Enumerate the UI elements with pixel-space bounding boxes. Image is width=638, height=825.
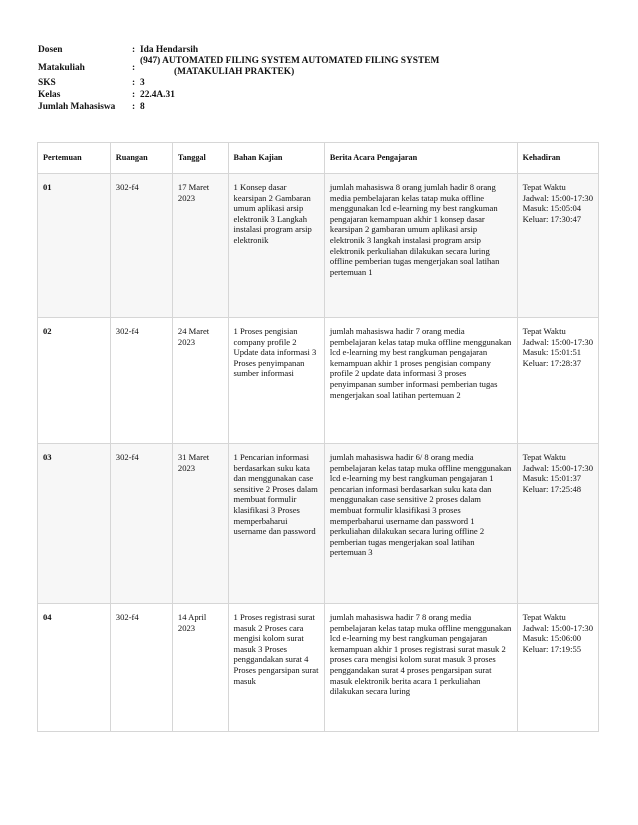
table-row: [38, 318, 599, 444]
meeting-cell: 04: [38, 604, 111, 732]
header-attendance: Kehadiran: [517, 143, 598, 174]
students-value: 8: [140, 102, 145, 113]
notes-cell: jumlah mahasiswa hadir 7 8 orang media pembelajaran kelas tatap muka offline menggunakan lcd e-learning my best rangkuman pengajaran kemampuan akhir 1 proses registrasi surat masuk 2 proses cara mengisi kolom surat masuk 3 proses penggandakan surat 4 proses pengarsipan surat masuk elektronik berita acara 1 perkuliahan dilakukan secara luring: [324, 604, 517, 732]
course-row: Matakuliah : (947) AUTOMATED FILING SYSTEM AUTOMATED FILING SYSTEM (MATAKULIAH PRAKTEK): [38, 56, 558, 77]
room-cell: 302-f4: [110, 174, 172, 318]
room-cell: 302-f4: [110, 604, 172, 732]
table-row: [38, 604, 599, 732]
course-header: [38, 44, 558, 113]
notes-cell: jumlah mahasiswa hadir 7 orang media pembelajaran kelas tatap muka offline menggunakan lcd e-learning my best rangkuman pengajaran kemampuan akhir 1 proses pengisian company profile 2 update data informasi 3 proses penyimpanan sumber informasi pemberian tugas mengerjakan soal latihan pertemuan 2: [324, 318, 517, 444]
attendance-cell: Tepat Waktu Jadwal: 15:00-17:30 Masuk: 15:01:51 Keluar: 17:28:37: [517, 318, 598, 444]
lecturer-label: Dosen: [38, 45, 63, 55]
class-value: 22.4A.31: [140, 90, 175, 101]
teaching-log-table: [37, 142, 599, 732]
lecturer-row: Dosen : Ida Hendarsih: [38, 44, 558, 56]
table-row: [38, 174, 599, 318]
attendance-cell: Tepat Waktu Jadwal: 15:00-17:30 Masuk: 15:05:04 Keluar: 17:30:47: [517, 174, 598, 318]
meeting-cell: 01: [38, 174, 111, 318]
header-room: Ruangan: [110, 143, 172, 174]
class-label: Kelas: [38, 90, 61, 101]
topic-cell: 1 Pencarian informasi berdasarkan suku kata dan menggunakan case sensitive 2 Proses dalam membuat formulir klasifikasi 3 Proses memperbaharui username dan password: [228, 444, 324, 604]
meeting-cell: 03: [38, 444, 111, 604]
sks-row: SKS : 3: [38, 77, 558, 89]
header-topic: Bahan Kajian: [228, 143, 324, 174]
course-title: (947) AUTOMATED FILING SYSTEM AUTOMATED FILING SYSTEM: [140, 56, 440, 67]
notes-cell: jumlah mahasiswa 8 orang jumlah hadir 8 orang media pembelajaran kelas tatap muka offline menggunakan lcd e-learning my best rangkuman pengajaran kemampuan akhir 1 konsep dasar kearsipan 2 gambaran umum aplikasi arsip elektronik 3 langkah instalasi program arsip elektronik perkuliahan dilakukan secara luring offline pemberian tugas mengerjakan soal latihan pertemuan 1: [324, 174, 517, 318]
header-notes: Berita Acara Pengajaran: [324, 143, 517, 174]
date-cell: 14 April 2023: [172, 604, 228, 732]
topic-cell: 1 Proses registrasi surat masuk 2 Proses cara mengisi kolom surat masuk 3 Proses penggandakan surat 4 Proses pengarsipan surat masuk: [228, 604, 324, 732]
students-row: Jumlah Mahasiswa : 8: [38, 101, 558, 113]
course-type: (MATAKULIAH PRAKTEK): [174, 66, 295, 77]
room-cell: 302-f4: [110, 444, 172, 604]
header-meeting: Pertemuan: [38, 143, 111, 174]
topic-cell: 1 Konsep dasar kearsipan 2 Gambaran umum aplikasi arsip elektronik 3 Langkah instalasi program arsip elektronik: [228, 174, 324, 318]
topic-cell: 1 Proses pengisian company profile 2 Update data informasi 3 Proses penyimpanan sumber informasi: [228, 318, 324, 444]
attendance-cell: Tepat Waktu Jadwal: 15:00-17:30 Masuk: 15:01:37 Keluar: 17:25:48: [517, 444, 598, 604]
table-row: [38, 444, 599, 604]
table-header-row: [38, 143, 599, 174]
date-cell: 17 Maret 2023: [172, 174, 228, 318]
header-date: Tanggal: [172, 143, 228, 174]
lecturer-value: Ida Hendarsih: [140, 45, 199, 55]
course-label: Matakuliah: [38, 63, 85, 74]
attendance-cell: Tepat Waktu Jadwal: 15:00-17:30 Masuk: 15:06:00 Keluar: 17:19:55: [517, 604, 598, 732]
notes-cell: jumlah mahasiswa hadir 6/ 8 orang media pembelajaran kelas tatap muka offline menggunakan lcd e-learning my best rangkuman pengajaran 1 pencarian informasi berdasarkan suku kata dan menggunakan case sensitive 2 proses dalam membuat formulir klasifikasi 3 proses memperbaharui username dan password 1 perkuliahan dilakukan secara luring offline 2 pemberian tugas mengerjakan soal latihan pertemuan 3: [324, 444, 517, 604]
class-row: Kelas : 22.4A.31: [38, 89, 558, 101]
room-cell: 302-f4: [110, 318, 172, 444]
sks-label: SKS: [38, 78, 56, 89]
date-cell: 24 Maret 2023: [172, 318, 228, 444]
students-label: Jumlah Mahasiswa: [38, 102, 116, 113]
meeting-cell: 02: [38, 318, 111, 444]
sks-value: 3: [140, 78, 145, 89]
date-cell: 31 Maret 2023: [172, 444, 228, 604]
